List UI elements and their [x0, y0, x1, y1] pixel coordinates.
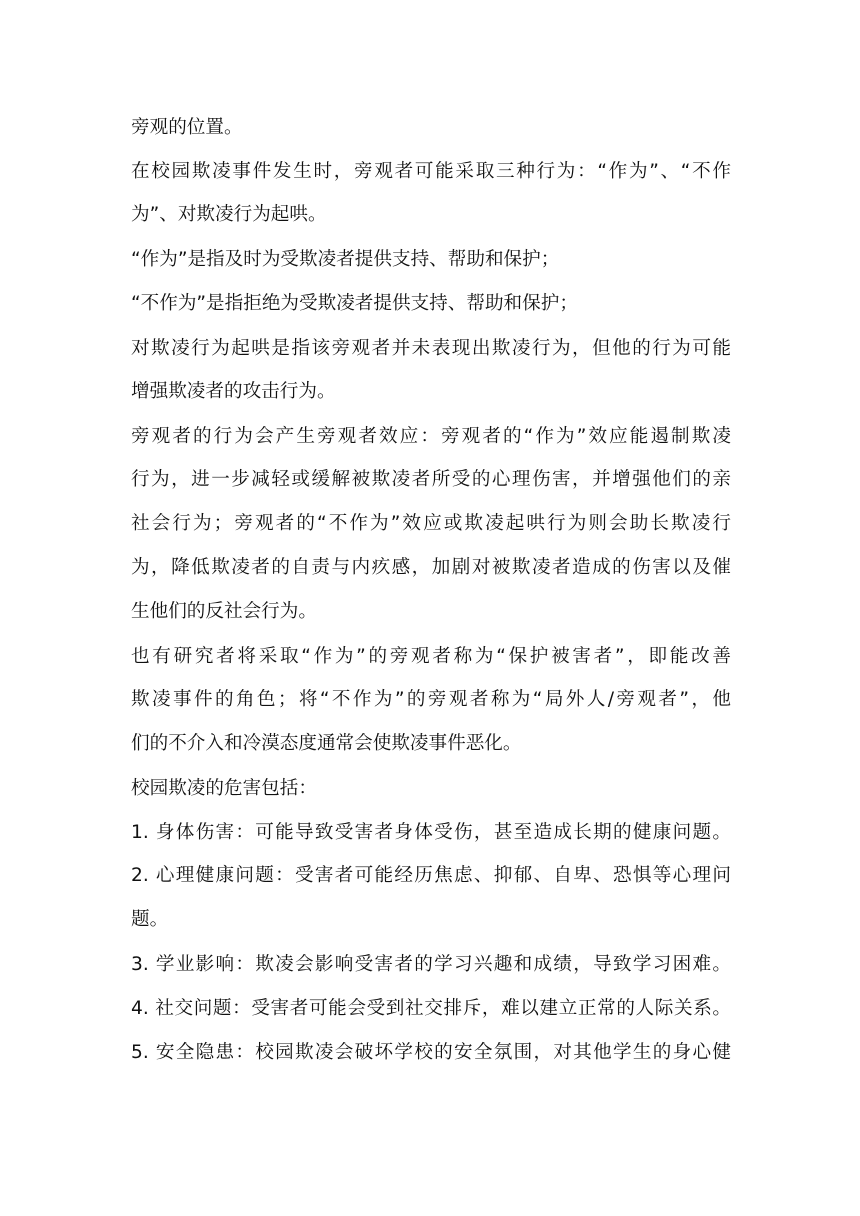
text-line: “作为”是指及时为受欺凌者提供支持、帮助和保护； — [131, 249, 560, 270]
text-line: 旁观者的行为会产生旁观者效应：旁观者的“作为”效应能遏制欺凌 — [131, 426, 731, 447]
list-item: 3. 学业影响：欺凌会影响受害者的学习兴趣和成绩，导致学习困难。 — [131, 954, 731, 975]
text-line: 行为，进一步减轻或缓解被欺凌者所受的心理伤害，并增强他们的亲 — [131, 469, 731, 490]
text-line: 校园欺凌的危害包括： — [131, 778, 317, 799]
text-line: 对欺凌行为起哄是指该旁观者并未表现出欺凌行为，但他的行为可能 — [131, 338, 731, 359]
text-line: 为”、对欺凌行为起哄。 — [131, 204, 327, 225]
text-line: 欺凌事件的角色；将“不作为”的旁观者称为“局外人/旁观者”，他 — [131, 689, 731, 710]
text-line: 在校园欺凌事件发生时，旁观者可能采取三种行为：“作为”、“不作 — [131, 161, 731, 182]
text-line: 增强欺凌者的攻击行为。 — [131, 381, 336, 402]
text-line: 也有研究者将采取“作为”的旁观者称为“保护被害者”，即能改善 — [131, 646, 731, 667]
text-line: 为，降低欺凌者的自责与内疚感，加剧对被欺凌者造成的伤害以及催 — [131, 557, 731, 578]
text-line: 旁观的位置。 — [131, 117, 243, 138]
text-line: “不作为”是指拒绝为受欺凌者提供支持、帮助和保护； — [131, 293, 578, 314]
text-line: 社会行为；旁观者的“不作为”效应或欺凌起哄行为则会助长欺凌行 — [131, 513, 731, 534]
text-line: 们的不介入和冷漠态度通常会使欺凌事件恶化。 — [131, 733, 522, 754]
list-item: 4. 社交问题：受害者可能会受到社交排斥，难以建立正常的人际关系。 — [131, 998, 731, 1019]
text-line: 生他们的反社会行为。 — [131, 601, 317, 622]
list-item: 5. 安全隐患：校园欺凌会破坏学校的安全氛围，对其他学生的身心健 — [131, 1042, 731, 1063]
list-item: 1. 身体伤害：可能导致受害者身体受伤，甚至造成长期的健康问题。 — [131, 822, 731, 843]
text-line: 题。 — [131, 909, 169, 930]
list-item: 2. 心理健康问题：受害者可能经历焦虑、抑郁、自卑、恐惧等心理问 — [131, 865, 731, 886]
